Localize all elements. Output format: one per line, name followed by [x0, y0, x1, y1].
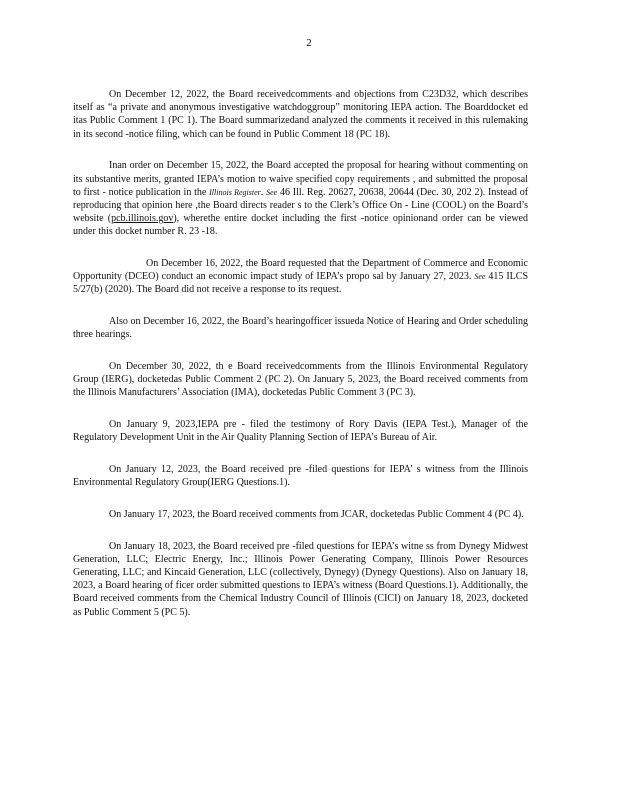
paragraph-text: ), wherethe entire docket including the first -notice opinionand order can be viewed under this docket number R. 23 -18.: [73, 213, 528, 238]
paragraph-dceo-request: [73, 257, 528, 297]
paragraph-c23d32-comments: On December 12, 2022, the Board receivedcomments and objections from C23D32, which describes itself as “a private and anonymous investigative watchdoggroup” monitoring IEPA action. The Boarddocket ed itas Public Comment 1 (PC 1). The Board summarizedand analyzed the comments it received in this rulemaking in its second -notice filing, which can be found in Public Comment 18 (PC 18).: [73, 89, 528, 140]
paragraph-dynegy-questions: On January 18, 2023, the Board received pre -filed questions for IEPA’s witne ss from Dynegy Midwest Generation, LLC; Electric Energy, Inc.; Illinois Power Generating Company, Illinois Power Resources Generating, LLC; and Kincaid Generation, LLC (collectively, Dynegy) (Dynegy Questions). Also on January 18, 2023, a Board hearing of ficer order submitted questions to IEPA’s witness (Board Questions.1). Additionally, the Board received comments from the Chemical Industry Council of Illinois (CICI) on January 18, 2023, docketed as Public Comment 5 (PC 5).: [73, 540, 528, 618]
paragraph-first-notice-order: Inan order on December 15, 2022, the Board accepted the proposal for hearing without commenting on its substantive merits, granted IEPA’s motion to waive specified copy requirements , and submitted the proposal to first - notice publication in the Illinois Register. See 46 Ill. Reg. 20627, 20638, 20644 (Dec. 30, 202 2). Instead of reproducing that opinion here ,the Board directs reader s to the Clerk’s Office On - Line (COOL) on the Board’s website (pcb.illinois.gov), wherethe entire docket including the first -notice opinionand order can be viewed under this docket number R. 23 -18.: [73, 160, 529, 238]
paragraph-ierg-ima-comments: On December 30, 2022, th e Board receivedcomments from the Illinois Environmental Regulatory Group (IERG), docketedas Public Comment 2 (PC 2). On January 5, 2023, the Board received comments from the Illinois Manufacturers’ Association (IMA), docketedas Public Comment 3 (PC 3).: [73, 361, 528, 399]
page-number: 2: [306, 37, 312, 49]
citation-see: See: [474, 272, 486, 282]
paragraph-text: Inan order on December 15, 2022, the Board accepted the proposal for hearing without commenting on its substantive merits, granted IEPA’s motion to waive specified copy requirements , and submitted the proposal to first - notice publication in the: [73, 160, 528, 198]
paragraph-hearing-notice: Also on December 16, 2022, the Board’s hearingofficer issueda Notice of Hearing and Order scheduling three hearings.: [73, 316, 528, 341]
paragraph-iepa-testimony: On January 9, 2023,IEPA pre - filed the testimony of Rory Davis (IEPA Test.), Manager of the Regulatory Development Unit in the Air Quality Planning Section of IEPA’s Bureau of Air.: [73, 419, 528, 444]
paragraph-text: 46 Ill. Reg. 20627, 20638, 20644 (Dec. 30, 202 2). Instead of reproducing that opinion here ,the Board directs reader s to the Clerk’s Office On - Line (COOL) on the Board’s website (: [73, 186, 529, 225]
paragraph-ierg-questions: On January 12, 2023, the Board received pre -filed questions for IEPA’ s witness from the Illinois Environmental Regulatory Group(IERG Questions.1).: [73, 464, 528, 489]
document-body: [73, 88, 528, 637]
paragraph-text: On December 16, 2022, the Board requested that the Department of Commerce and Economic Opportunity (DCEO) conduct an economic impact study of IEPA’s propo sal by January 27, 2023.: [73, 258, 528, 283]
citation-see: See: [266, 187, 278, 197]
citation-illinois-register: Illinois Register: [209, 187, 261, 197]
paragraph-text: 415 ILCS 5/27(b) (2020). The Board did not receive a response to its request.: [73, 271, 529, 296]
paragraph-jcar-comments: On January 17, 2023, the Board received comments from JCAR, docketedas Public Comment 4 (PC 4).: [109, 508, 524, 520]
website-link[interactable]: pcb.illinois.gov: [111, 213, 174, 225]
